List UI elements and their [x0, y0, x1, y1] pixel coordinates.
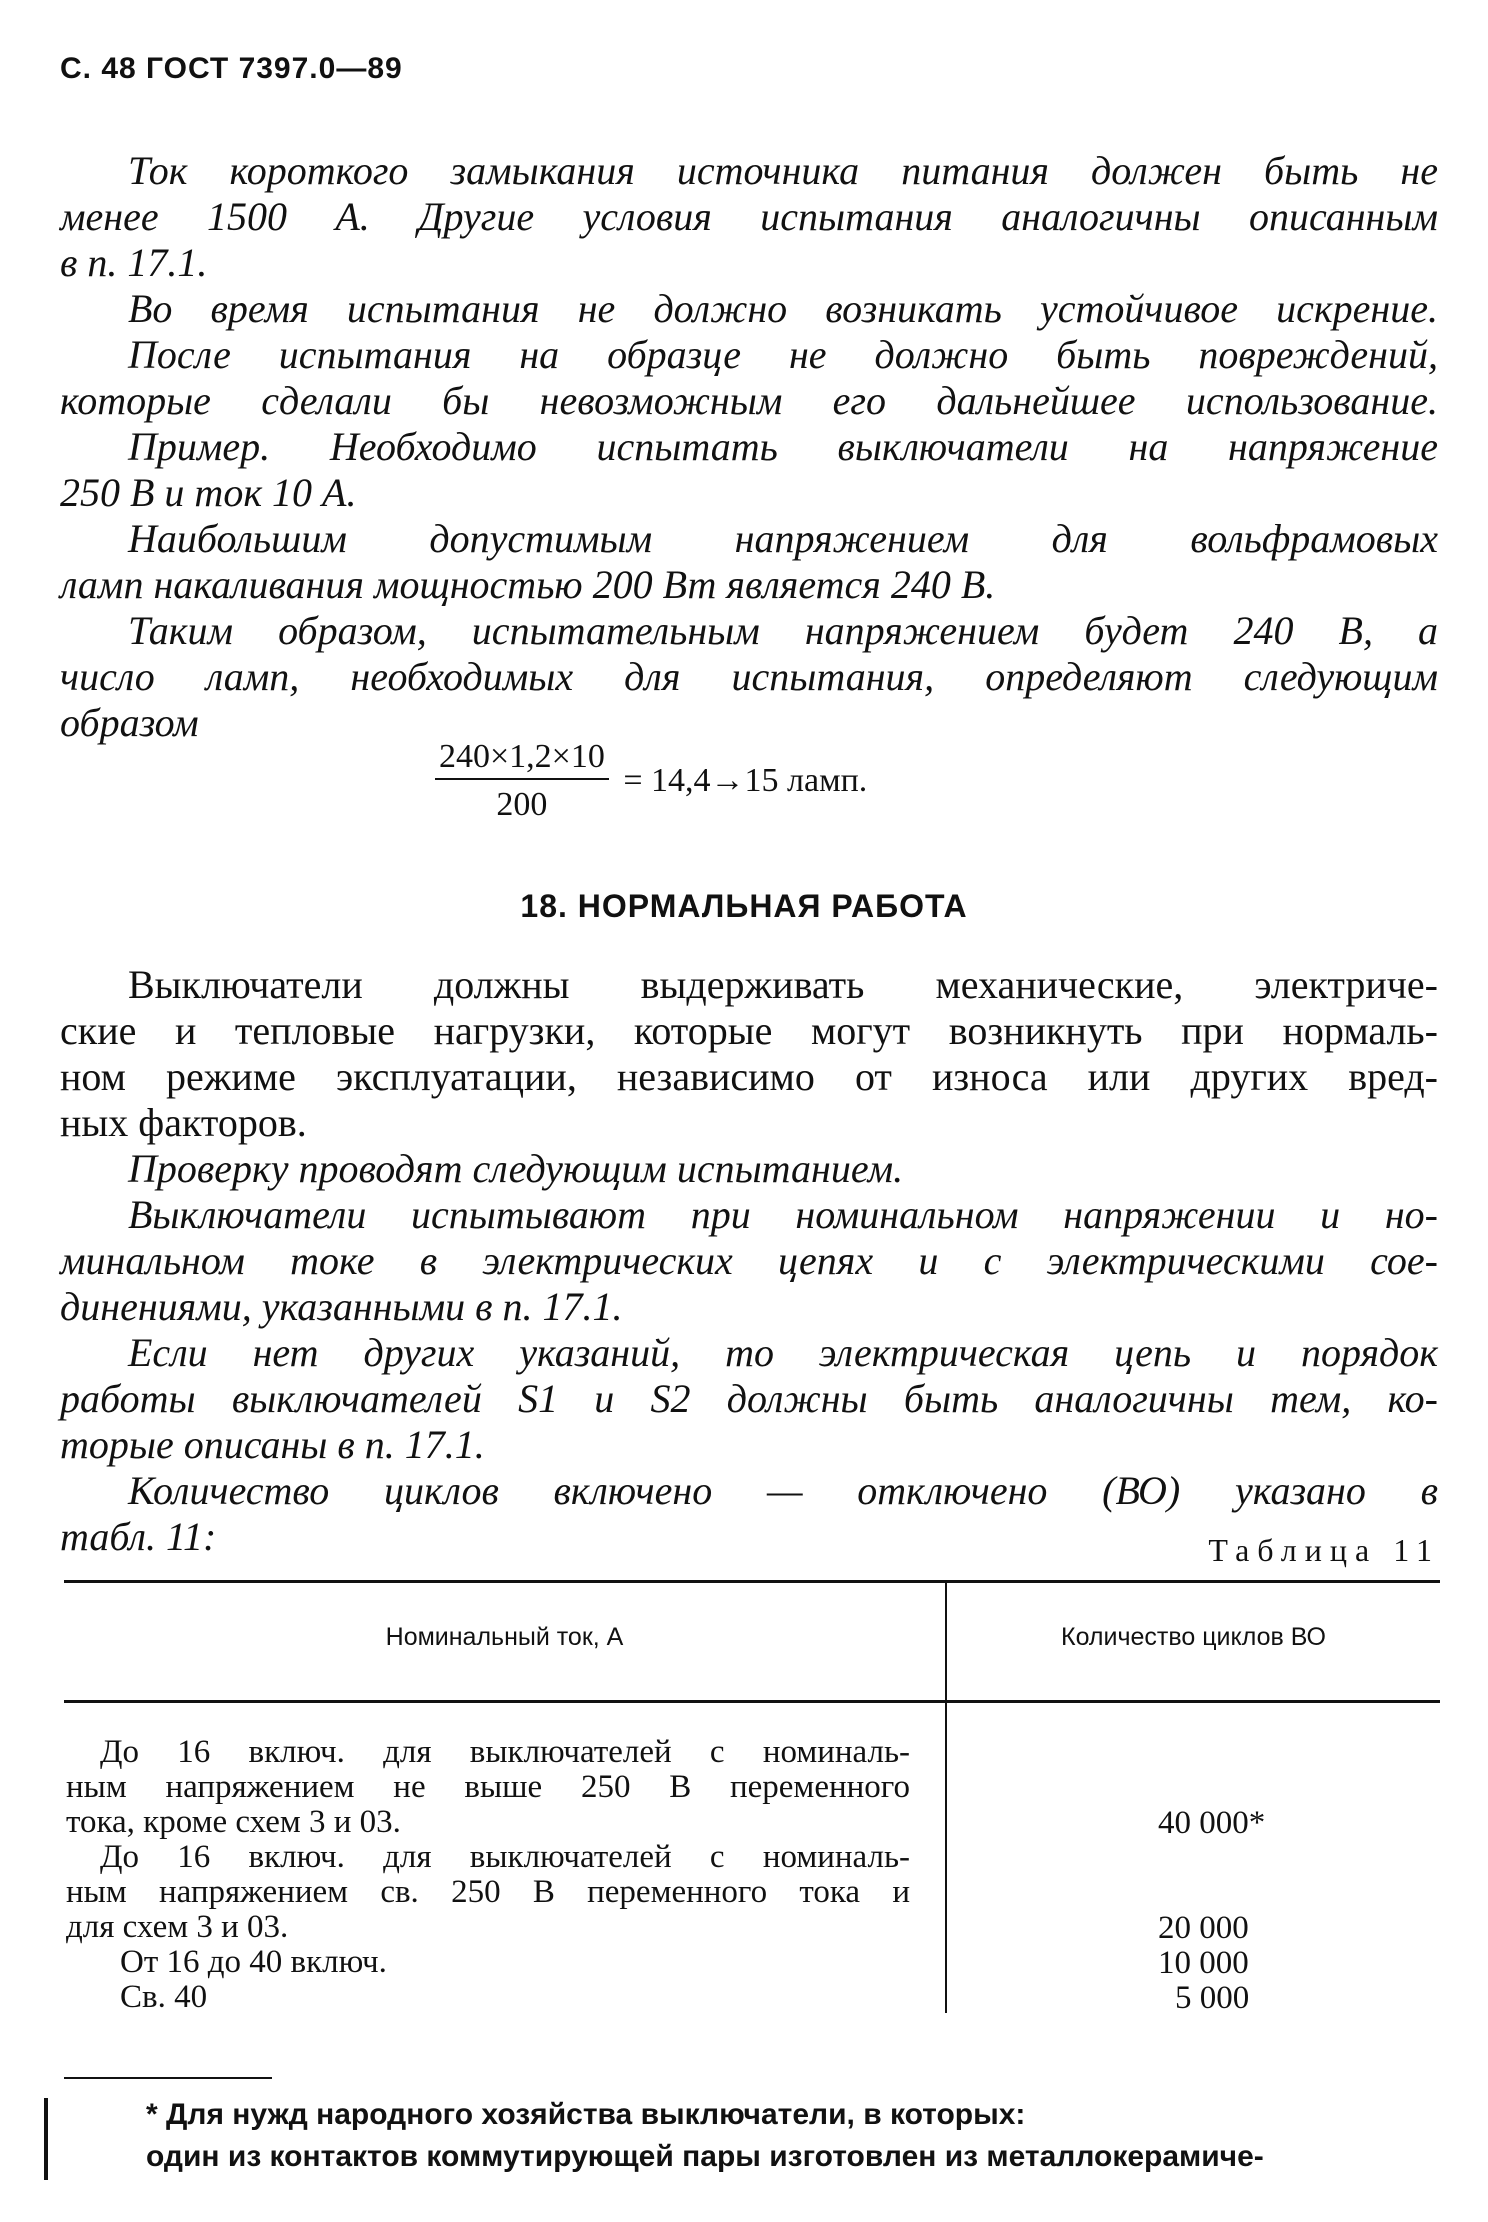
- text-line: 250 В и ток 10 А.: [60, 470, 357, 515]
- text-line: динениями, указанными в п. 17.1.: [60, 1284, 623, 1329]
- table-header-cycles: Количество циклов ВО: [1061, 1623, 1326, 1651]
- text-line: Если нет других указаний, то электрическая цепь и порядок: [128, 1330, 1438, 1375]
- text-line: ламп накаливания мощностью 200 Вт является 240 В.: [60, 562, 996, 607]
- table-header-rule: [64, 1700, 1440, 1703]
- table-cell-cycles: 40 000*: [1158, 1805, 1266, 1841]
- text-line: Наибольшим допустимым напряжением для вольфрамовых: [128, 516, 1438, 561]
- text-line: менее 1500 А. Другие условия испытания аналогичны описанным: [60, 194, 1438, 239]
- text-line: которые сделали бы невозможным его дальнейшее использование.: [60, 378, 1438, 423]
- section-title: 18. НОРМАЛЬНАЯ РАБОТА: [520, 888, 968, 924]
- formula: [435, 738, 867, 824]
- table-cell-current: для схем 3 и 03.: [66, 1909, 289, 1945]
- text-line: Таким образом, испытательным напряжением будет 240 В, а: [128, 608, 1438, 653]
- table-cell-cycles: 5 000: [1175, 1980, 1250, 2016]
- table-cell-current: От 16 до 40 включ.: [120, 1944, 387, 1980]
- text-line: ных факторов.: [60, 1100, 307, 1145]
- table-header-current: Номинальный ток, А: [385, 1623, 624, 1651]
- text-line: торые описаны в п. 17.1.: [60, 1422, 485, 1467]
- table-cell-current: До 16 включ. для выключателей с номиналь-: [100, 1839, 910, 1875]
- margin-bar: [44, 2098, 48, 2180]
- table-cell-current: До 16 включ. для выключателей с номиналь-: [100, 1734, 910, 1770]
- text-line: в п. 17.1.: [60, 240, 208, 285]
- footnote-line: * Для нужд народного хозяйства выключатели, в которых:: [146, 2098, 1026, 2131]
- text-line: ном режиме эксплуатации, независимо от износа или других вред-: [60, 1054, 1438, 1099]
- text-line: образом: [60, 700, 199, 745]
- text-line: табл. 11:: [60, 1514, 217, 1559]
- footnote-rule: [64, 2077, 272, 2079]
- text-line: После испытания на образце не должно быть повреждений,: [128, 332, 1438, 377]
- table-cell-current: ным напряжением св. 250 В переменного тока и: [66, 1874, 910, 1910]
- footnote-line: один из контактов коммутирующей пары изготовлен из металлокерамиче-: [146, 2140, 1264, 2173]
- table-caption: Таблица 11: [1208, 1532, 1440, 1568]
- table-cell-cycles: 10 000: [1158, 1945, 1249, 1981]
- text-line: Пример. Необходимо испытать выключатели на напряжение: [128, 424, 1438, 469]
- table-cell-current: Св. 40: [120, 1979, 208, 2015]
- text-line: Во время испытания не должно возникать устойчивое искрение.: [128, 286, 1438, 331]
- text-line: Выключатели испытывают при номинальном напряжении и но-: [128, 1192, 1438, 1237]
- formula-result: = 14,4→15 ламп.: [623, 762, 868, 799]
- formula-denominator: 200: [496, 786, 548, 823]
- text-line: Проверку проводят следующим испытанием.: [128, 1146, 904, 1191]
- formula-numerator: 240×1,2×10: [435, 738, 609, 780]
- text-line: Выключатели должны выдерживать механические, электриче-: [128, 962, 1438, 1007]
- text-line: Количество циклов включено — отключено (ВО) указано в: [128, 1468, 1438, 1513]
- text-line: ские и тепловые нагрузки, которые могут возникнуть при нормаль-: [60, 1008, 1438, 1053]
- table-cell-current: ным напряжением не выше 250 В переменного: [66, 1769, 910, 1805]
- text-line: работы выключателей S1 и S2 должны быть аналогичны тем, ко-: [60, 1376, 1438, 1421]
- table-cell-cycles: 20 000: [1158, 1910, 1249, 1946]
- page-header: С. 48 ГОСТ 7397.0—89: [60, 52, 403, 85]
- table-cell-current: тока, кроме схем 3 и 03.: [66, 1804, 401, 1840]
- text-line: минальном токе в электрических цепях и с электрическими сое-: [60, 1238, 1438, 1283]
- table-top-rule: [64, 1580, 1440, 1583]
- formula-fraction: [435, 738, 609, 824]
- text-line: число ламп, необходимых для испытания, определяют следующим: [60, 654, 1438, 699]
- text-line: Ток короткого замыкания источника питания должен быть не: [128, 148, 1438, 193]
